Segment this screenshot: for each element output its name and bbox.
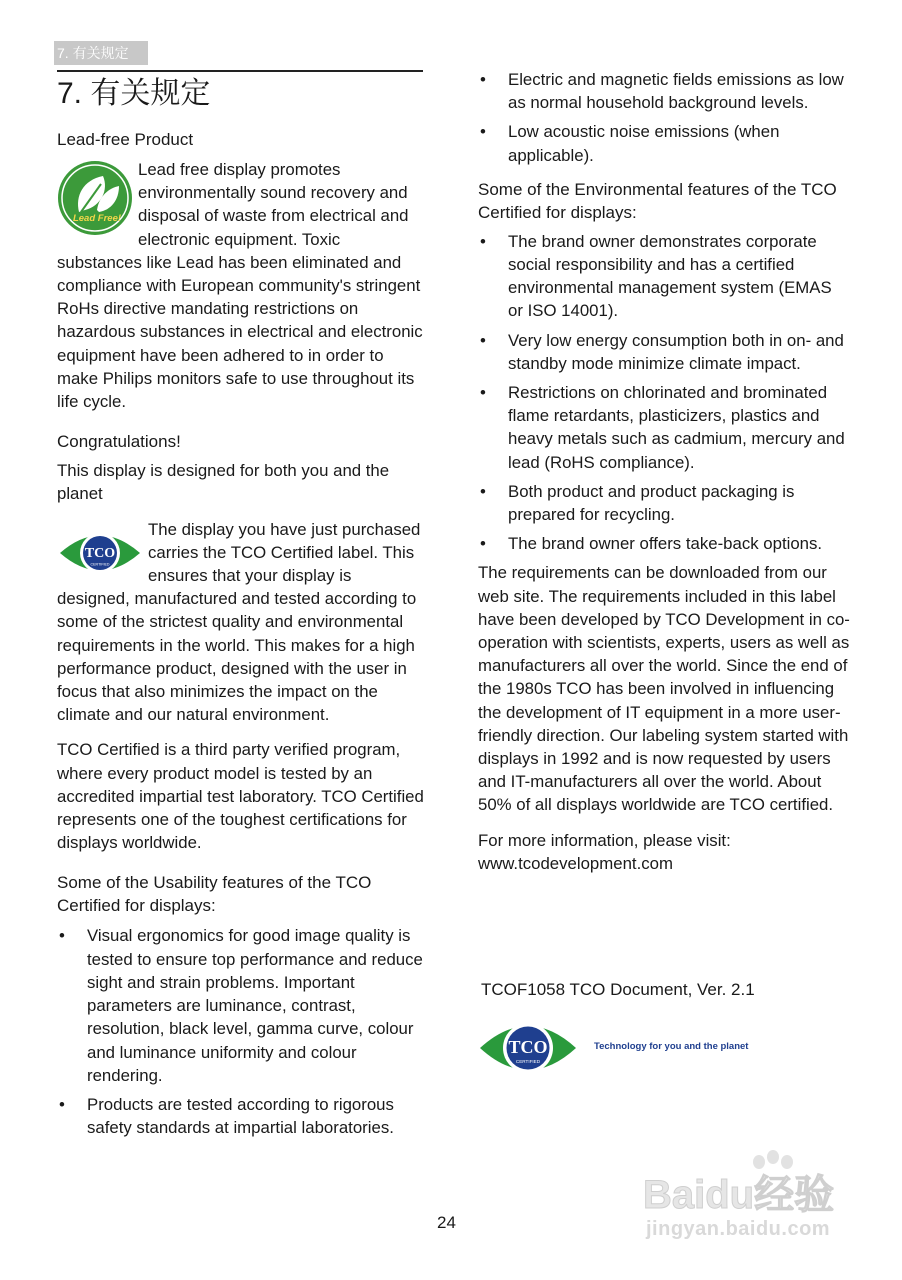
tco-big-letters: TCO	[508, 1037, 548, 1057]
tco-certified-small-icon	[57, 524, 143, 582]
left-column	[57, 128, 427, 1139]
page-title: 7. 有关规定	[57, 77, 211, 110]
tco-small-sub: CERTIFIED	[90, 562, 110, 567]
baidu-watermark-logo	[641, 1148, 851, 1218]
environmental-item: • Very low energy consumption both in on- and standby mode minimize climate impact.	[478, 329, 850, 375]
environmental-item: • The brand owner demonstrates corporate social responsibility and has a certified environmental management system (EMAS or ISO 14001).	[478, 230, 850, 323]
environmental-item: • Restrictions on chlorinated and brominated flame retardants, plasticizers, plastics and heavy metals such as cadmium, mercury and lead (RoHS compliance).	[478, 381, 850, 474]
page-number: 24	[437, 1213, 456, 1232]
usability-item: • Visual ergonomics for good image quality is tested to ensure top performance and reduce sight and strain problems. Important parameters are luminance, contrast, resolution, black level, gamma curve, colour and luminance uniformity and colour rendering.	[57, 924, 427, 1086]
congrats-intro: This display is designed for both you and the planet	[57, 461, 390, 504]
tco-small-letters: TCO	[84, 545, 116, 561]
tco-program-paragraph: TCO Certified is a third party verified program, where every product model is tested by an accredited impartial test laboratory. TCO Certified represents one of the toughest certifications for displays worldwide.	[57, 740, 424, 853]
tco-website-link[interactable]: www.tcodevelopment.com	[478, 853, 673, 873]
tco-certified-paragraph: The display you have just purchased carries the TCO Certified label. This ensures that your display is designed, manufactured and tested according to some of the strictest quality and environmental requirements in the world. This makes for a high performance product, designed with the user in focus that also minimizes the impact on the climate and our natural environment.	[57, 519, 421, 725]
environmental-item: • Both product and product packaging is prepared for recycling.	[478, 480, 850, 526]
tco-certified-logo-icon	[478, 1012, 578, 1084]
usability-heading: Some of the Usability features of the TCO Certified for displays:	[57, 873, 372, 916]
lead-free-body: Lead free display promotes environmentally sound recovery and disposal of waste from electrical and electronic equipment. Toxic substances like Lead has been eliminated and compliance with European community's stringent RoHs directive mandating restrictions on hazardous substances in electrical and electronic equipment have been adhered to in order to make Philips monitors safe to use throughout its life cycle.	[57, 160, 423, 412]
more-info-text: For more information, please visit:	[478, 830, 731, 850]
lead-free-heading: Lead-free Product	[57, 130, 194, 149]
usability-item: • Low acoustic noise emissions (when applicable).	[478, 120, 850, 166]
tco-tagline: Technology for you and the planet	[594, 1041, 749, 1052]
congrats-heading: Congratulations!	[57, 432, 181, 452]
lead-free-leaf-icon	[57, 160, 133, 236]
document-id: TCOF1058 TCO Document, Ver. 2.1	[481, 980, 755, 999]
lead-free-icon-text: Lead Free!	[72, 213, 122, 224]
watermark-url: jingyan.baidu.com	[646, 1218, 831, 1240]
tco-big-sub: CERTIFIED	[515, 1059, 541, 1064]
section-tab: 7. 有关规定	[54, 41, 148, 65]
usability-list	[57, 924, 427, 1139]
usability-item: • Products are tested according to rigorous safety standards at impartial laboratories.	[57, 1093, 427, 1139]
environmental-list	[478, 230, 850, 556]
environmental-item: • The brand owner offers take-back options.	[478, 532, 850, 555]
usability-list-continued	[478, 68, 850, 167]
environmental-heading: Some of the Environmental features of the TCO Certified for displays:	[478, 179, 837, 222]
requirements-paragraph: The requirements can be downloaded from our web site. The requirements included in this label have been developed by TCO Development in co-operation with scientists, experts, users as well as manufacturers all over the world. Since the end of the 1980s TCO has been involved in influencing the development of IT equipment in a more user-friendly direction. Our labeling system started with displays in 1992 and is now requested by users and IT-manufacturers all over the world. About 50% of all displays worldwide are TCO certified.	[478, 563, 850, 815]
right-column	[478, 68, 850, 875]
usability-item: • Electric and magnetic fields emissions as low as normal household background levels.	[478, 68, 850, 114]
watermark-brand: Baidu经验	[643, 1173, 835, 1217]
